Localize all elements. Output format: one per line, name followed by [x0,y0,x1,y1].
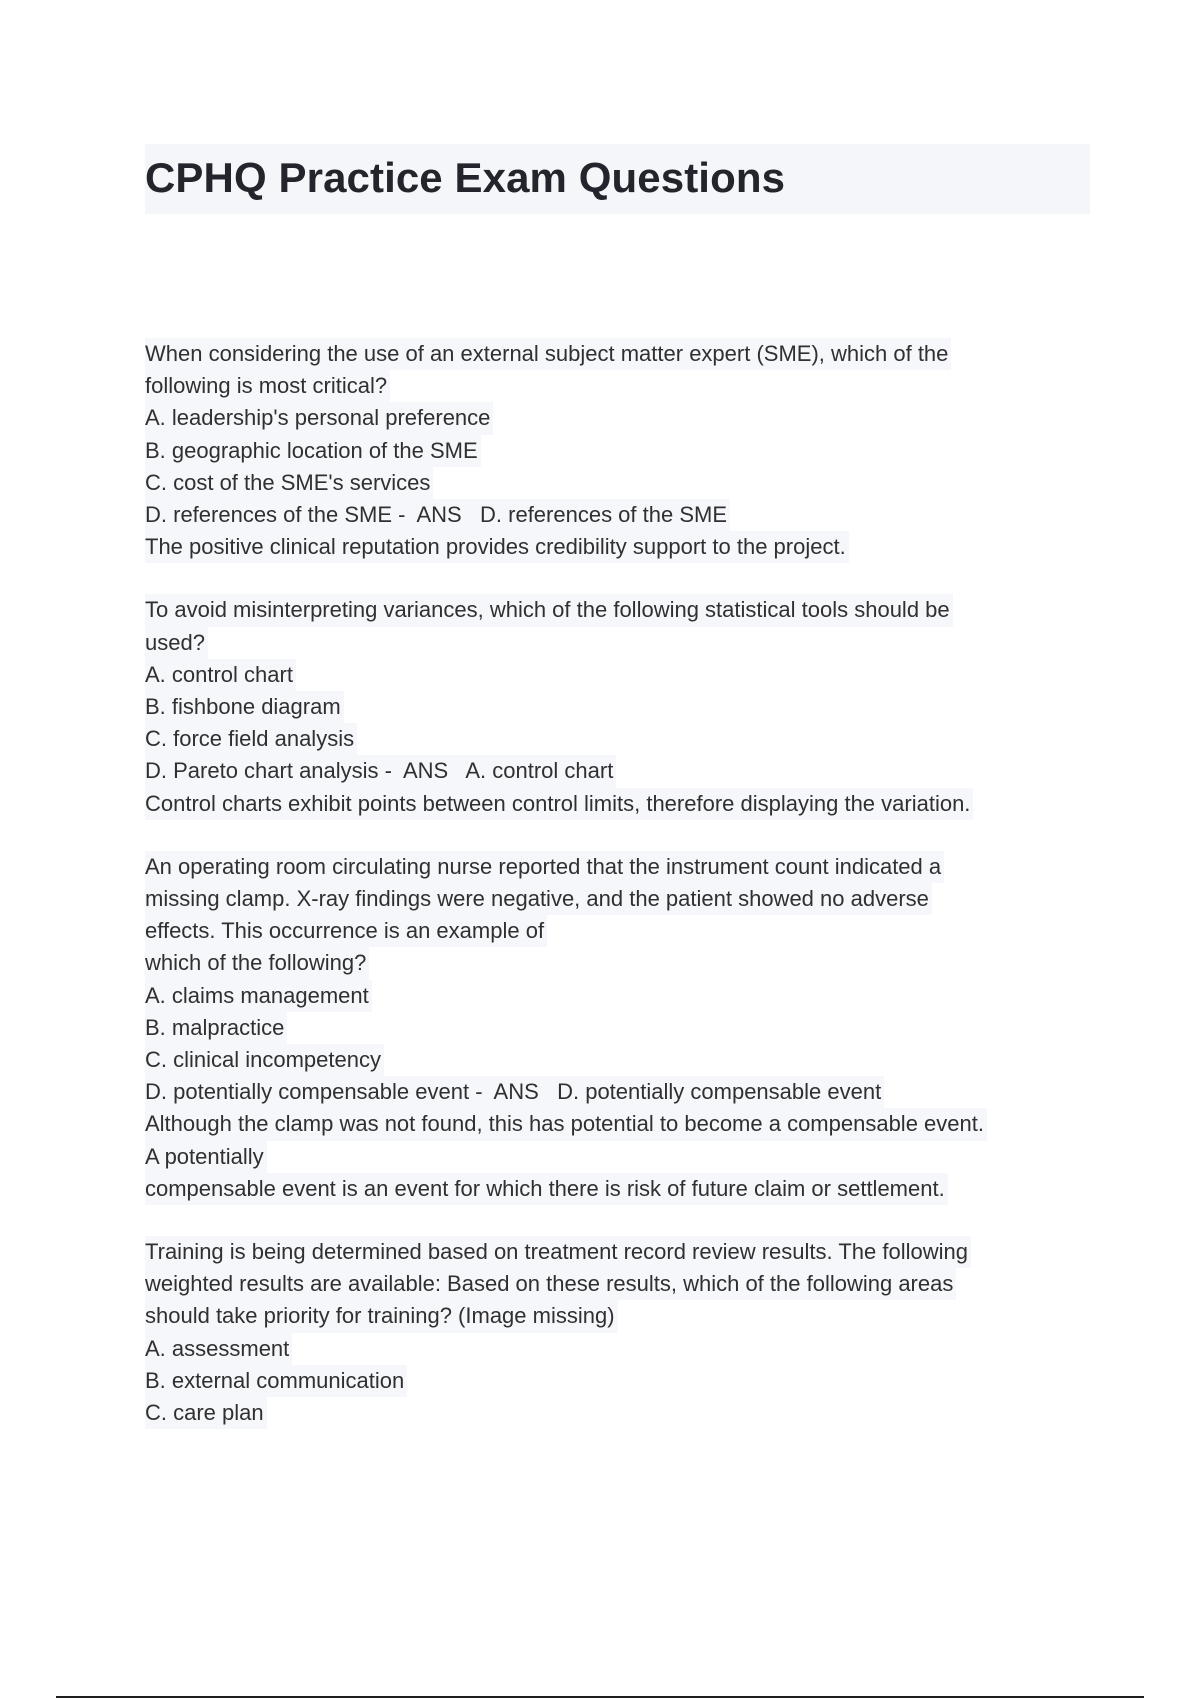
answer-option [145,980,1095,1012]
question-line [145,1268,1095,1300]
question-text: Training is being determined based on treatment record review results. The following [145,1236,971,1268]
questions-content [145,338,1095,1460]
answer-option-with-answer [145,755,1095,787]
answer-explanation [145,1141,1095,1173]
answer-option [145,1012,1095,1044]
question-line [145,915,1095,947]
answer-option [145,659,1095,691]
question-line [145,370,1095,402]
question-text: When considering the use of an external subject matter expert (SME), which of the [145,338,951,370]
option-text: A. leadership's personal preference [145,402,493,434]
question-text: following is most critical? [145,370,390,402]
option-text: D. Pareto chart analysis - ANS A. control chart [145,755,616,787]
explanation-text: compensable event is an event for which there is risk of future claim or settlement. [145,1173,948,1205]
question-text: missing clamp. X-ray findings were negative, and the patient showed no adverse [145,883,932,915]
explanation-text: Control charts exhibit points between control limits, therefore displaying the variation. [145,788,973,820]
question-block-4 [145,1236,1095,1429]
explanation-text: A potentially [145,1141,267,1173]
option-text: A. control chart [145,659,296,691]
option-text: C. clinical incompetency [145,1044,384,1076]
question-text: weighted results are available: Based on these results, which of the following areas [145,1268,956,1300]
question-line [145,594,1095,626]
answer-explanation [145,1173,1095,1205]
option-text: C. force field analysis [145,723,357,755]
question-text: An operating room circulating nurse reported that the instrument count indicated a [145,851,944,883]
question-line [145,851,1095,883]
answer-explanation [145,1108,1095,1140]
footer-divider [56,1696,1144,1698]
explanation-text: The positive clinical reputation provides credibility support to the project. [145,531,849,563]
answer-option-with-answer [145,499,1095,531]
option-text: C. cost of the SME's services [145,467,433,499]
answer-explanation [145,531,1095,563]
question-line [145,1300,1095,1332]
question-line [145,947,1095,979]
page-title: CPHQ Practice Exam Questions [145,154,786,201]
question-text: To avoid misinterpreting variances, which of the following statistical tools should be [145,594,953,626]
answer-option [145,1044,1095,1076]
option-text: A. claims management [145,980,372,1012]
question-block-2 [145,594,1095,819]
answer-option [145,1333,1095,1365]
explanation-text: Although the clamp was not found, this has potential to become a compensable event. [145,1108,987,1140]
question-line [145,1236,1095,1268]
option-text: B. geographic location of the SME [145,435,481,467]
question-line [145,627,1095,659]
question-text: effects. This occurrence is an example of [145,915,547,947]
answer-option [145,435,1095,467]
answer-option [145,691,1095,723]
option-text: A. assessment [145,1333,292,1365]
question-text: should take priority for training? (Image missing) [145,1300,618,1332]
answer-option [145,1397,1095,1429]
option-text: B. fishbone diagram [145,691,344,723]
option-text: D. potentially compensable event - ANS D. potentially compensable event [145,1076,884,1108]
option-text: C. care plan [145,1397,267,1429]
title-banner [145,144,1090,214]
answer-option [145,402,1095,434]
question-text: used? [145,627,208,659]
option-text: D. references of the SME - ANS D. references of the SME [145,499,730,531]
answer-explanation [145,788,1095,820]
answer-option [145,723,1095,755]
option-text: B. malpractice [145,1012,287,1044]
answer-option-with-answer [145,1076,1095,1108]
question-line [145,338,1095,370]
question-text: which of the following? [145,947,369,979]
answer-option [145,467,1095,499]
question-block-3 [145,851,1095,1205]
answer-option [145,1365,1095,1397]
option-text: B. external communication [145,1365,407,1397]
question-line [145,883,1095,915]
question-block-1 [145,338,1095,563]
